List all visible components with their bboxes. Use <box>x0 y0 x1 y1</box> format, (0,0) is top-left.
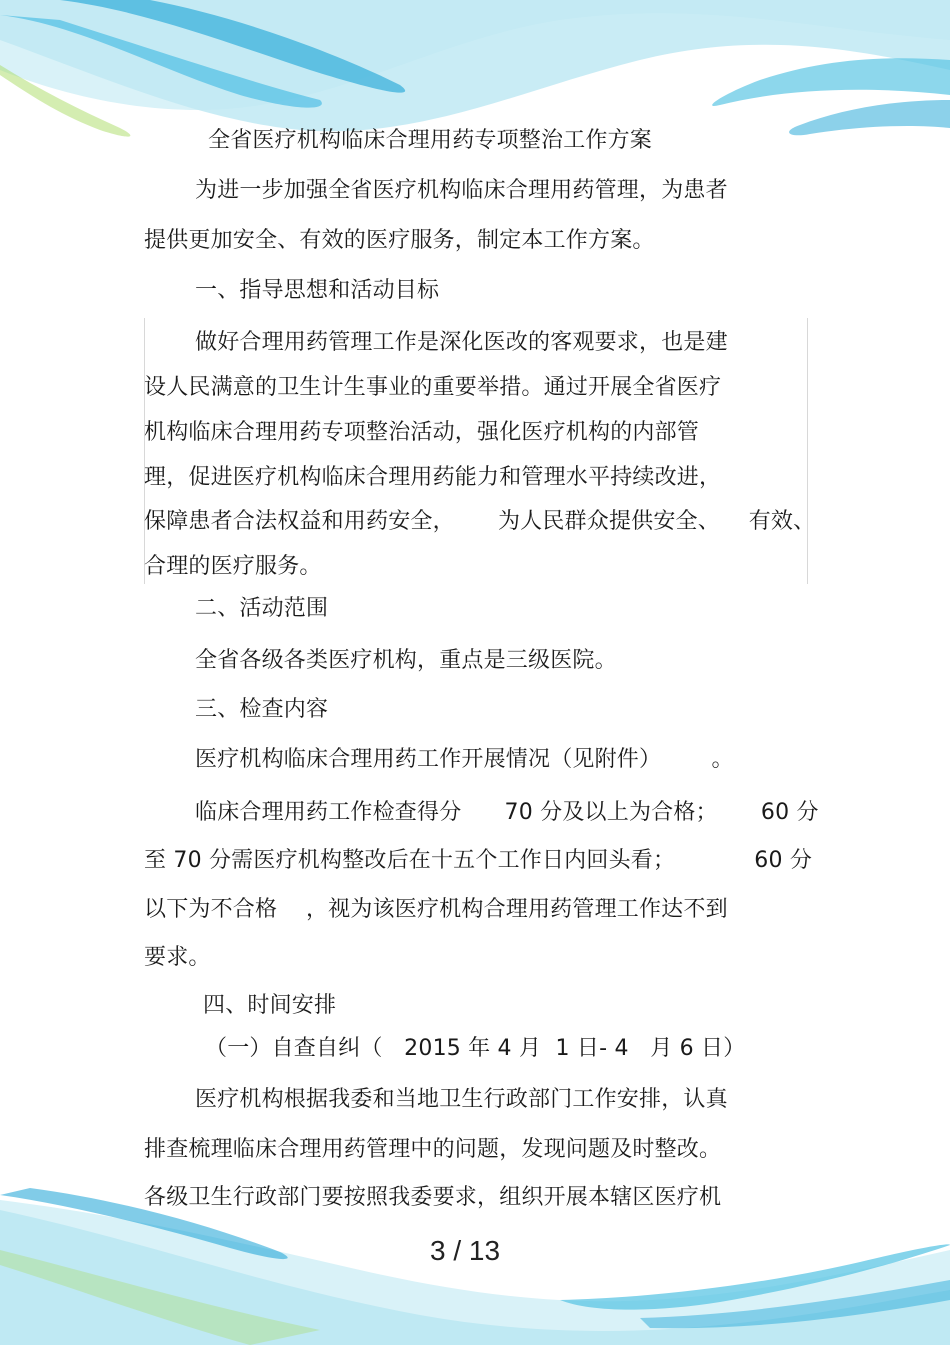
section2-heading: 二、活动范围 <box>195 596 329 621</box>
document-title: 全省医疗机构临床合理用药专项整治工作方案 <box>208 128 653 153</box>
section4-heading: 四、时间安排 <box>203 993 337 1018</box>
section4-line-3: 各级卫生行政部门要按照我委要求，组织开展本辖区医疗机 <box>144 1185 722 1210</box>
section4-subheading-1: （一）自查自纠（ 2015 年 4 月 1 日- 4 月 6 日） <box>205 1036 746 1061</box>
intro-line-2: 提供更加安全、有效的医疗服务，制定本工作方案。 <box>144 228 655 253</box>
page-number: 3 / 13 <box>429 1235 501 1266</box>
section1-line-4: 理，促进医疗机构临床合理用药能力和管理水平持续改进， <box>144 465 722 490</box>
section1-line-5: 保障患者合法权益和用药安全， 为人民群众提供安全、 有效、 <box>144 509 816 534</box>
section3-score-line-1: 临床合理用药工作检查得分 70 分及以上为合格； 60 分 <box>195 800 819 825</box>
section1-line-3: 机构临床合理用药专项整治活动，强化医疗机构的内部管 <box>144 420 700 445</box>
section3-score-line-4: 要求。 <box>144 945 211 970</box>
section3-heading: 三、检查内容 <box>195 697 329 722</box>
section3-line-1: 医疗机构临床合理用药工作开展情况（见附件） 。 <box>195 747 734 772</box>
section1-line-2: 设人民满意的卫生计生事业的重要举措。通过开展全省医疗 <box>144 375 722 400</box>
section1-line-1: 做好合理用药管理工作是深化医改的客观要求，也是建 <box>195 330 728 355</box>
section3-score-line-2: 至 70 分需医疗机构整改后在十五个工作日内回头看； 60 分 <box>144 848 813 873</box>
section3-score-line-3: 以下为不合格 ，视为该医疗机构合理用药管理工作达不到 <box>144 897 728 922</box>
section4-line-2: 排查梳理临床合理用药管理中的问题，发现问题及时整改。 <box>144 1137 722 1162</box>
section1-line-6: 合理的医疗服务。 <box>144 554 322 579</box>
intro-line-1: 为进一步加强全省医疗机构临床合理用药管理，为患者 <box>195 178 728 203</box>
section2-text: 全省各级各类医疗机构，重点是三级医院。 <box>195 648 617 673</box>
section1-heading: 一、指导思想和活动目标 <box>195 278 440 303</box>
section4-line-1: 医疗机构根据我委和当地卫生行政部门工作安排，认真 <box>195 1087 728 1112</box>
